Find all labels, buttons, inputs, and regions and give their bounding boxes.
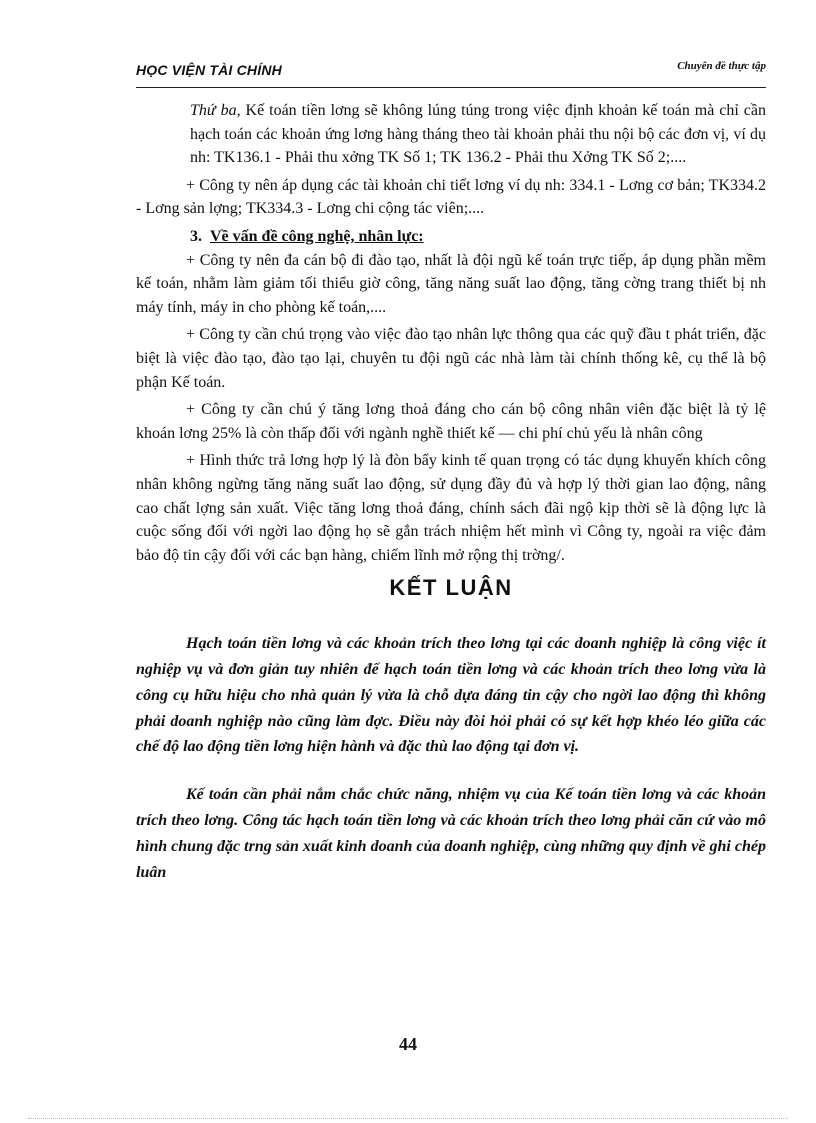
- page-number: 44: [399, 1034, 417, 1054]
- paragraph-salary-form: + Hình thức trả lơng hợp lý là đòn bẩy kinh tế quan trọng có tác dụng khuyến khích công nhân không ngừng tăng năng suất lao động, sử dụng đầy đủ và hợp lý thời gian lao động, nâng cao chất lợng sản xuất. Việc tăng lơng thoả đáng, chính sách đãi ngộ kịp thời sẽ là động lực là cuộc sống đối với ngời lao động họ sẽ gắn trách nhiệm hết mình vì Công ty, ngoài ra việc đảm bảo độ tin cậy đối với các bạn hàng, chiếm lĩnh mở rộng thị trờng/.: [136, 452, 766, 564]
- paragraph-third-point: [136, 99, 766, 170]
- section-number: 3.: [190, 227, 202, 245]
- header-document-type: Chuyên đề thực tập: [677, 60, 766, 72]
- header-institution: HỌC VIỆN TÀI CHÍNH: [136, 62, 282, 78]
- conclusion-paragraph-1: Hạch toán tiền lơng và các khoản trích theo lơng tại các doanh nghiệp là công việc ít nghiệp vụ và đơn giản tuy nhiên để hạch toán tiền lơng và các khoản trích theo lơng vừa là công cụ hữu hiệu cho nhà quản lý vừa là chỗ dựa đáng tin cậy cho ngời lao động thì không phải doanh nghiệp nào cũng làm đợc. Điều này đòi hỏi phải có sự kết hợp khéo léo giữa các chế độ lao động tiền lơng hiện hành và đặc thù lao động tại đơn vị.: [136, 635, 766, 756]
- paragraph-detail-accounts: + Công ty nên áp dụng các tài khoản chi tiết lơng ví dụ nh: 334.1 - Lơng cơ bản; TK334.2 - Lơng sản lợng; TK334.3 - Lơng chi cộng tác viên;....: [136, 176, 766, 218]
- section-heading: [136, 225, 766, 249]
- page-header: [136, 60, 766, 84]
- paragraph-text: Kế toán tiền lơng sẽ không lúng túng trong việc định khoản kế toán mà chỉ cần hạch toán các khoản ứng lơng hàng tháng theo tài khoản phải thu nội bộ các đơn vị, ví dụ nh: TK136.1 - Phải thu xởng TK Số 1; TK 136.2 - Phải thu Xởng TK Số 2;....: [190, 102, 767, 167]
- section-title: Về vấn đề công nghệ, nhân lực:: [210, 227, 424, 245]
- paragraph-human-resources: + Công ty cần chú trọng vào việc đào tạo nhân lực thông qua các quỹ đầu t phát triển, đặc biệt là việc đào tạo, đào tạo lại, chuyên tu đội ngũ các nhà làm tài chính thống kê, cụ thể là bộ phận Kế toán.: [136, 326, 766, 391]
- paragraph-label: Thứ ba,: [190, 102, 241, 119]
- footer-dotted-line: [28, 1118, 788, 1119]
- paragraph-training: + Công ty nên đa cán bộ đi đào tạo, nhất là đội ngũ kế toán trực tiếp, áp dụng phần mềm kế toán, nhằm làm giảm tối thiểu giờ công, tăng năng suất lao động, tăng cờng trang thiết bị nh máy tính, máy in cho phòng kế toán,....: [136, 251, 766, 316]
- conclusion-paragraph-2: Kế toán cần phải nắm chắc chức năng, nhiệm vụ của Kế toán tiền lơng và các khoản trích theo lơng. Công tác hạch toán tiền lơng và các khoản trích theo lơng phải căn cứ vào mô hình chung đặc trng sản xuất kinh doanh của doanh nghiệp, cùng những quy định về ghi chép luân: [136, 786, 766, 881]
- paragraph-salary-increase: + Công ty cần chú ý tăng lơng thoả đáng cho cán bộ công nhân viên đặc biệt là tỷ lệ khoán lơng 25% là còn thấp đối với ngành nghề thiết kế — chi phí chủ yếu là nhân công: [136, 401, 766, 442]
- header-rule: [136, 87, 766, 88]
- page-body: [136, 99, 766, 885]
- conclusion-heading: KẾT LUẬN: [389, 575, 513, 601]
